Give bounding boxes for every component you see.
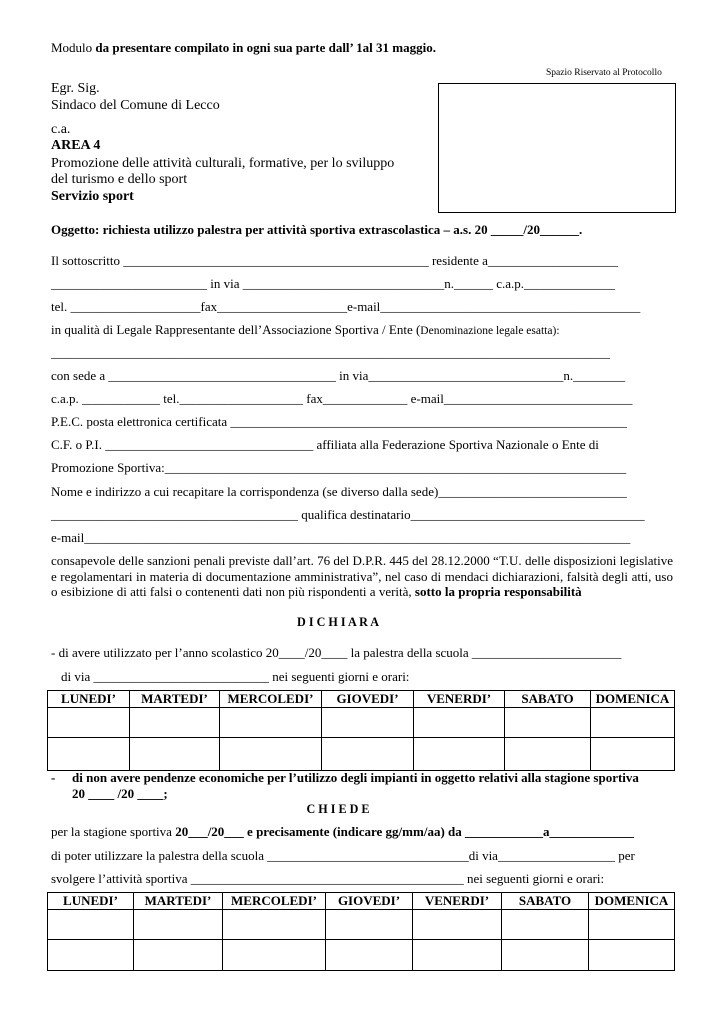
chiede-title: C H I E D E: [306, 801, 370, 816]
day-header-mercoledi: MERCOLEDI’: [223, 893, 326, 910]
schedule-cell[interactable]: [48, 708, 130, 738]
schedule-cell[interactable]: [322, 738, 414, 771]
day-header-lunedi: LUNEDI’: [48, 893, 134, 910]
protocollo-box: [438, 83, 676, 213]
denominazione-hint: Denominazione legale esatta):: [420, 325, 560, 337]
schedule-cell[interactable]: [505, 738, 591, 771]
schedule-cell[interactable]: [223, 940, 326, 971]
table-row: [48, 738, 675, 771]
modulo-prefix: Modulo: [51, 40, 96, 55]
schedule-cell[interactable]: [502, 940, 589, 971]
recipient-dept-line2: del turismo e dello sport: [51, 172, 188, 187]
oggetto-label: Oggetto: [51, 222, 96, 237]
consapevole-bold: sotto la propria responsabilità: [414, 584, 582, 599]
day-header-venerdi: VENERDI’: [413, 893, 502, 910]
field-contatti[interactable]: tel. ____________________fax____________________e-mail________________________________________: [51, 299, 641, 314]
schedule-cell[interactable]: [223, 910, 326, 940]
recipient-name: Sindaco del Comune di Lecco: [51, 98, 220, 113]
field-promozione-sportiva[interactable]: Promozione Sportiva:_______________________________________________________________________: [51, 460, 627, 475]
consapevole-text: consapevole delle sanzioni penali previste dall’art. 76 del D.P.R. 445 del 28.12.2000 “T.U. delle disposizioni legislative e regolamentari in materia di documentazione amministrativa”, nel caso di mendaci dichiarazioni, falsità degli atti, uso o esibizione di atti falsi o contenenti dati non più rispondenti a verità,: [51, 553, 673, 599]
oggetto-line: [51, 222, 582, 238]
schedule-cell[interactable]: [502, 910, 589, 940]
pendenze-line1: di non avere pendenze economiche per l’utilizzo degli impianti in oggetto relativi alla stagione sportiva: [72, 770, 639, 785]
schedule-cell[interactable]: [413, 910, 502, 940]
day-header-sabato: SABATO: [502, 893, 589, 910]
schedule-table-chiede: [47, 892, 675, 971]
recipient-ca: c.a.: [51, 122, 71, 137]
field-corrispondenza[interactable]: Nome e indirizzo a cui recapitare la corrispondenza (se diverso dalla sede)_____________________________: [51, 484, 627, 499]
schedule-cell[interactable]: [134, 910, 223, 940]
day-header-venerdi: VENERDI’: [414, 691, 505, 708]
day-header-sabato: SABATO: [505, 691, 591, 708]
field-sede-contatti[interactable]: c.a.p. ____________ tel.___________________ fax_____________ e-mail_____________________________: [51, 391, 633, 406]
recipient-area: AREA 4: [51, 138, 101, 153]
schedule-cell[interactable]: [326, 940, 413, 971]
qualita-text: in qualità di Legale Rappresentante dell’Associazione Sportiva / Ente (: [51, 322, 421, 337]
field-denominazione[interactable]: ______________________________________________________________________________________: [51, 345, 610, 360]
recipient-salutation: Egr. Sig.: [51, 81, 100, 96]
schedule-table-dichiara: [47, 690, 675, 771]
dichiara-anno-scolastico[interactable]: - di avere utilizzato per l’anno scolastico 20____/20____ la palestra della scuola _______________________: [51, 645, 622, 660]
schedule-cell[interactable]: [48, 940, 134, 971]
schedule-cell[interactable]: [589, 910, 675, 940]
field-qualifica-destinatario[interactable]: ______________________________________ qualifica destinatario____________________________________: [51, 507, 645, 522]
field-email-destinatario[interactable]: e-mail____________________________________________________________________________________: [51, 530, 631, 545]
schedule-cell[interactable]: [220, 738, 322, 771]
day-header-martedi: MARTEDI’: [130, 691, 220, 708]
schedule-cell[interactable]: [413, 940, 502, 971]
field-cf-pi[interactable]: C.F. o P.I. ________________________________ affiliata alla Federazione Sportiva Nazionale o Ente di: [51, 437, 599, 452]
schedule-cell[interactable]: [134, 940, 223, 971]
recipient-service: Servizio sport: [51, 189, 134, 204]
chiede-stagione-date[interactable]: 20___/20___ e precisamente (indicare gg/mm/aa) da ____________a_____________: [175, 824, 635, 839]
modulo-deadline: da presentare compilato in ogni sua parte dall’ 1al 31 maggio.: [95, 40, 436, 55]
schedule-cell[interactable]: [591, 708, 675, 738]
chiede-attivita[interactable]: svolgere l’attività sportiva __________________________________________ nei seguenti giorni e orari:: [51, 871, 605, 886]
schedule-cell[interactable]: [48, 910, 134, 940]
recipient-dept-line1: Promozione delle attività culturali, formative, per lo sviluppo: [51, 156, 395, 171]
dichiara-title: D I C H I A R A: [297, 614, 379, 629]
field-pec[interactable]: P.E.C. posta elettronica certificata _____________________________________________________________: [51, 414, 627, 429]
schedule-cell[interactable]: [326, 910, 413, 940]
consapevole-paragraph: [51, 553, 673, 600]
day-header-domenica: DOMENICA: [589, 893, 675, 910]
field-indirizzo[interactable]: ________________________ in via _______________________________n.______ c.a.p.______________: [51, 276, 616, 291]
schedule-cell[interactable]: [130, 708, 220, 738]
pendenze-dash: -: [51, 770, 56, 785]
protocollo-label: Spazio Riservato al Protocollo: [546, 68, 662, 78]
table-row: [48, 940, 675, 971]
dichiara-via-orari[interactable]: di via ___________________________ nei seguenti giorni e orari:: [61, 669, 410, 684]
schedule-cell[interactable]: [591, 738, 675, 771]
day-header-martedi: MARTEDI’: [134, 893, 223, 910]
schedule-cell[interactable]: [48, 738, 130, 771]
day-header-giovedi: GIOVEDI’: [326, 893, 413, 910]
field-qualita-line: [51, 322, 560, 339]
day-header-giovedi: GIOVEDI’: [322, 691, 414, 708]
day-header-mercoledi: MERCOLEDI’: [220, 691, 322, 708]
pendenze-line2[interactable]: 20 ____ /20 ____;: [72, 786, 168, 801]
day-header-domenica: DOMENICA: [591, 691, 675, 708]
chiede-stagione-label: per la stagione sportiva: [51, 824, 176, 839]
oggetto-text: : richiesta utilizzo palestra per attività sportiva extrascolastica – a.s. 20 _____/20______.: [95, 222, 583, 237]
chiede-stagione[interactable]: [51, 824, 634, 840]
day-header-lunedi: LUNEDI’: [48, 691, 130, 708]
schedule-cell[interactable]: [414, 708, 505, 738]
schedule-cell[interactable]: [414, 738, 505, 771]
schedule-cell[interactable]: [505, 708, 591, 738]
schedule-cell[interactable]: [220, 708, 322, 738]
field-sottoscritto-residenza[interactable]: Il sottoscritto _______________________________________________ residente a____________________: [51, 253, 618, 268]
schedule-cell[interactable]: [130, 738, 220, 771]
table-row: [48, 708, 675, 738]
chiede-palestra[interactable]: di poter utilizzare la palestra della scuola _______________________________di via__________________ per: [51, 848, 635, 863]
schedule-cell[interactable]: [589, 940, 675, 971]
modulo-heading: [51, 40, 436, 56]
table-row: [48, 910, 675, 940]
field-sede[interactable]: con sede a ___________________________________ in via______________________________n.________: [51, 368, 626, 383]
schedule-cell[interactable]: [322, 708, 414, 738]
